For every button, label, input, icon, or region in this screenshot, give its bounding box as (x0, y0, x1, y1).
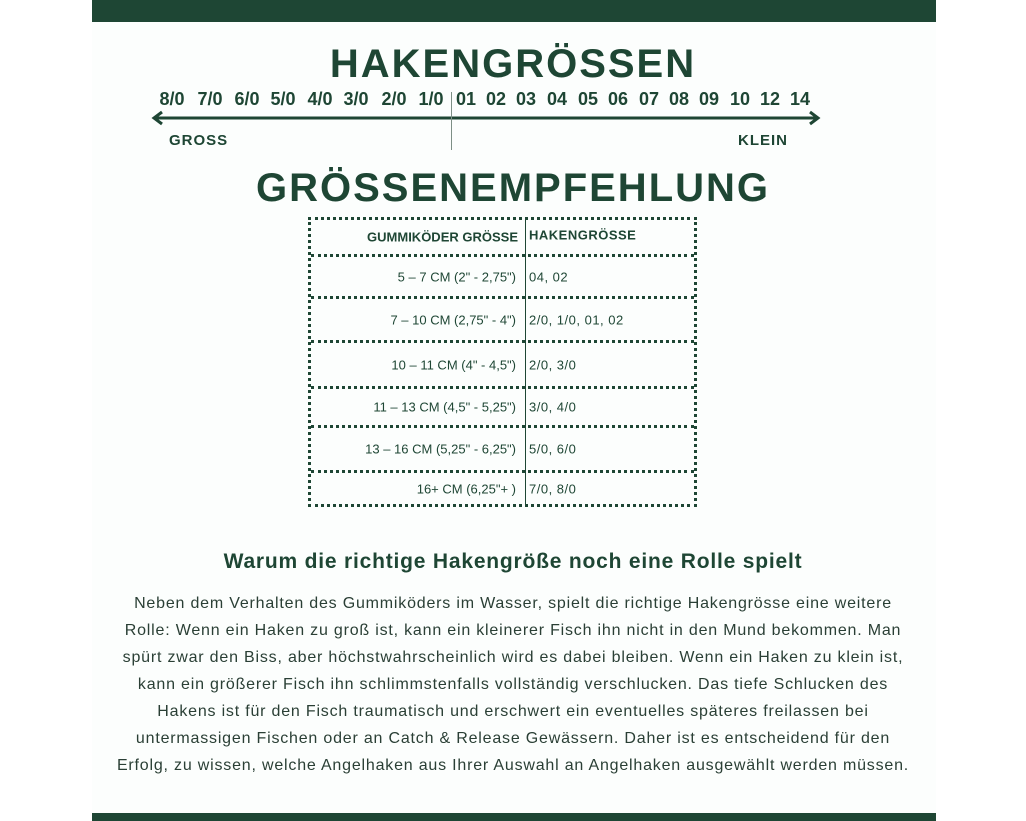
hook-size-cell: 2/0, 1/0, 01, 02 (529, 312, 624, 327)
scale-label: 03 (515, 89, 537, 109)
scale-label: 8/0 (159, 89, 185, 109)
scale-label: 7/0 (197, 89, 223, 109)
scale-label: 01 (455, 89, 477, 109)
table-row (311, 343, 694, 389)
hook-size-cell: 04, 02 (529, 269, 569, 284)
scale-label: 05 (577, 89, 599, 109)
article-heading: Warum die richtige Hakengröße noch eine Rolle spielt (223, 550, 803, 573)
article-body: Neben dem Verhalten des Gummiköders im Wasser, spielt die richtige Hakengrösse eine weitere Rolle: Wenn ein Haken zu groß ist, kann ein kleinerer Fisch ihn nicht in den Mund bekommen. Man spürt zwar den Biss, aber höchstwahrscheinlich wird es dabei bleiben. Wenn ein Haken zu klein ist, kann ein größerer Fisch ihn schlimmstenfalls vollständig verschlucken. Das tiefe Schlucken des Hakens ist für den Fisch traumatisch und erschwert ein eventuelles späteres freilassen bei untermassigen Fischen oder an Catch & Release Gewässern. Daher ist es entscheidend für den Erfolg, zu wissen, welche Angelhaken aus Ihrer Auswahl an Angelhaken ausgewählt werden müssen. (116, 595, 910, 774)
hook-sizes-title: HAKENGRÖSSEN (329, 42, 697, 86)
scale-label: 08 (668, 89, 690, 109)
scale-label: 04 (546, 89, 568, 109)
scale-label: 06 (607, 89, 629, 109)
scale-label: 07 (638, 89, 660, 109)
table-row (311, 473, 694, 504)
hook-size-cell: 3/0, 4/0 (529, 399, 577, 415)
large-label: GROSS (169, 132, 229, 149)
bait-size-cell: 11 – 13 CM (4,5" - 5,25") (373, 399, 516, 415)
scale-label: 3/0 (343, 89, 369, 109)
scale-label: 4/0 (307, 89, 333, 109)
scale-label: 09 (698, 89, 720, 109)
bait-size-cell: 10 – 11 CM (4" - 4,5") (391, 357, 516, 372)
header-bait-size: GUMMIKÖDER GRÖSSE (367, 229, 518, 245)
size-recommendation-title: GRÖSSENEMPFEHLUNG (255, 166, 771, 210)
scale-label: 6/0 (234, 89, 260, 109)
small-label: KLEIN (738, 132, 788, 149)
bait-size-cell: 16+ CM (6,25"+ ) (416, 481, 516, 496)
top-band (92, 0, 936, 22)
scale-label: 1/0 (418, 89, 444, 109)
scale-label: 12 (759, 89, 781, 109)
table-row (311, 428, 694, 473)
table-row (311, 389, 694, 428)
bottom-band (92, 813, 936, 821)
size-recommendation-table (308, 217, 697, 507)
hook-size-cell: 2/0, 3/0 (529, 357, 577, 372)
scale-label: 02 (485, 89, 507, 109)
table-header-row (311, 220, 694, 257)
bait-size-cell: 13 – 16 CM (5,25" - 6,25") (365, 441, 516, 457)
scale-label: 5/0 (270, 89, 296, 109)
scale-center-divider (451, 92, 452, 150)
scale-label: 10 (729, 89, 751, 109)
header-hook-size: HAKENGRÖSSE (529, 227, 637, 243)
table-row (311, 257, 694, 299)
scale-label: 14 (789, 89, 811, 109)
bait-size-cell: 7 – 10 CM (2,75" - 4") (390, 312, 516, 327)
hook-size-cell: 7/0, 8/0 (529, 481, 577, 496)
table-row (311, 299, 694, 343)
bait-size-cell: 5 – 7 CM (2" - 2,75") (397, 269, 516, 284)
scale-label: 2/0 (381, 89, 407, 109)
double-arrow-icon (150, 110, 822, 126)
hook-size-cell: 5/0, 6/0 (529, 441, 577, 457)
